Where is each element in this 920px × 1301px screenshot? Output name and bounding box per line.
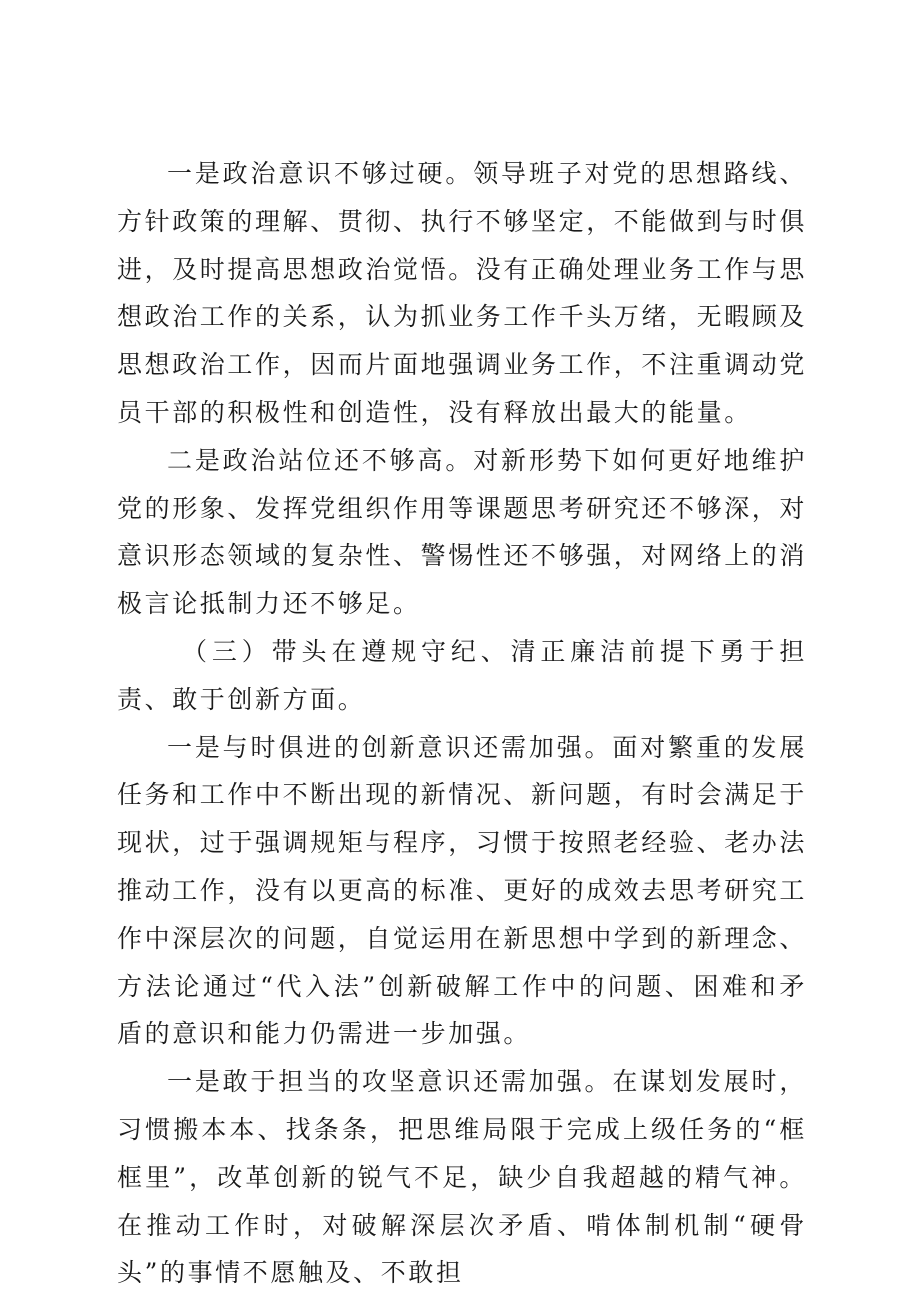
document-body [117, 150, 807, 1297]
paragraph-political-awareness: 一是政治意识不够过硬。领导班子对党的思想路线、方针政策的理解、贯彻、执行不够坚定，不能做到与时俱进，及时提高思想政治觉悟。没有正确处理业务工作与思想政治工作的关系，认为抓业务工作千头万绪，无暇顾及思想政治工作，因而片面地强调业务工作，不注重调动党员干部的积极性和创造性，没有释放出最大的能量。 [117, 159, 808, 427]
section-heading-3: （三）带头在遵规守纪、清正廉洁前提下勇于担责、敢于创新方面。 [117, 636, 807, 714]
paragraph-responsibility-awareness: 一是敢于担当的攻坚意识还需加强。在谋划发展时，习惯搬本本、找条条，把思维局限于完成上级任务的“框框里”，改革创新的锐气不足，缺少自我超越的精气神。在推动工作时，对破解深层次矛盾、啃体制机制“硬骨头”的事情不愿触及、不敢担 [117, 1067, 807, 1288]
paragraph-political-standing: 二是政治站位还不够高。对新形势下如何更好地维护党的形象、发挥党组织作用等课题思考研究还不够深，对意识形态领域的复杂性、警惕性还不够强，对网络上的消极言论抵制力还不够足。 [117, 445, 808, 619]
paragraph-innovation-awareness: 一是与时俱进的创新意识还需加强。面对繁重的发展任务和工作中不断出现的新情况、新问题，有时会满足于现状，过于强调规矩与程序，习惯于按照老经验、老办法推动工作，没有以更高的标准、更好的成效去思考研究工作中深层次的问题，自觉运用在新思想中学到的新理念、方法论通过“代入法”创新破解工作中的问题、困难和矛盾的意识和能力仍需进一步加强。 [117, 732, 808, 1049]
